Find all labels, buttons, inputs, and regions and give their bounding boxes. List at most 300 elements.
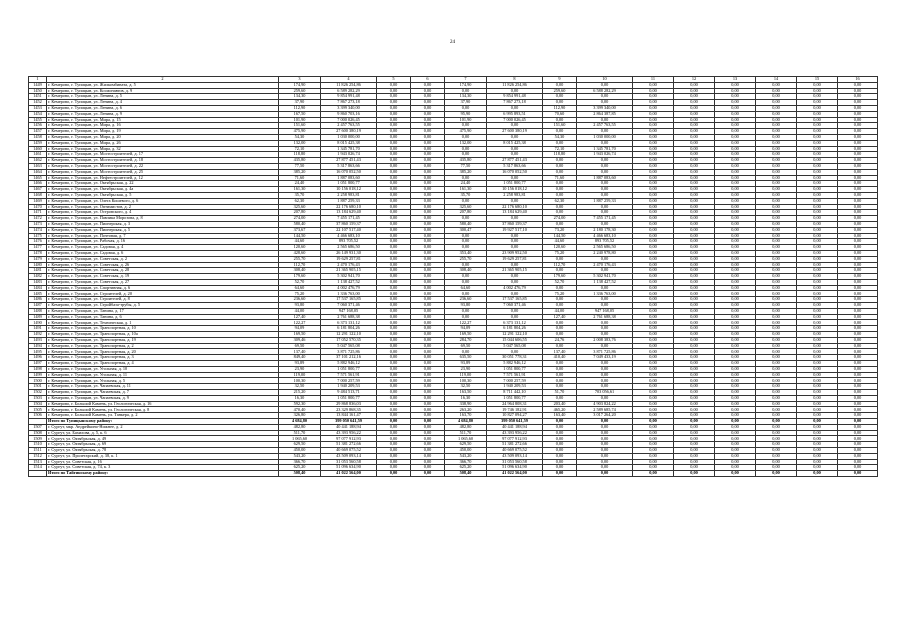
value-cell: 0,00 xyxy=(674,152,715,158)
address-cell: г. Кемерово, г. Тупицын, ул. Олега Кошевого, д. 6 xyxy=(47,198,279,204)
value-cell: 0,00 xyxy=(715,129,756,135)
value-cell: 0,00 xyxy=(633,94,674,100)
value-cell: 0,00 xyxy=(756,297,797,303)
value-cell: 0,00 xyxy=(543,163,577,169)
value-cell: 0,00 xyxy=(756,250,797,256)
value-cell: 0,00 xyxy=(411,297,445,303)
value-cell: 0,00 xyxy=(838,384,878,390)
value-cell: 0,00 xyxy=(838,163,878,169)
value-cell: 0,00 xyxy=(411,129,445,135)
value-cell: 450,00 xyxy=(279,448,321,454)
value-cell: 0,00 xyxy=(756,146,797,152)
value-cell: 0,00 xyxy=(674,413,715,419)
value-cell: 0,00 xyxy=(715,442,756,448)
value-cell: 0,00 xyxy=(797,320,838,326)
value-cell: 326,80 xyxy=(279,413,321,419)
value-cell: 43 509 093,14 xyxy=(321,453,377,459)
address-cell: г. Кемерово, г. Тупицын, ул. Строителей, д. 8 xyxy=(47,297,279,303)
value-cell: 0,00 xyxy=(715,395,756,401)
value-cell: 2 457 763,55 xyxy=(321,123,377,129)
value-cell: 0,00 xyxy=(674,343,715,349)
column-header: 1 xyxy=(29,77,47,83)
value-cell: 385,20 xyxy=(445,169,487,175)
address-cell: г. Сургут, мкр. Андрейкино-Нижнее, д. 2 xyxy=(47,424,279,430)
address-cell: г. Кемерово, г. Тупицын, ул. Советская, д. 26 xyxy=(47,262,279,268)
value-cell: 22 176 680,10 xyxy=(321,204,377,210)
value-cell: 325,60 xyxy=(445,204,487,210)
value-cell: 0,00 xyxy=(715,227,756,233)
value-cell: 0,00 xyxy=(715,100,756,106)
value-cell: 0,00 xyxy=(715,332,756,338)
value-cell: 40 441 188,94 xyxy=(321,424,377,430)
value-cell: 0,00 xyxy=(411,384,445,390)
value-cell: 0,00 xyxy=(797,163,838,169)
value-cell: 0,00 xyxy=(633,192,674,198)
value-cell: 94,09 xyxy=(445,326,487,332)
value-cell: 119,00 xyxy=(445,372,487,378)
value-cell: 7 000 026,45 xyxy=(487,117,543,123)
value-cell: 0,00 xyxy=(633,320,674,326)
value-cell: 0,00 xyxy=(838,355,878,361)
value-cell: 0,00 xyxy=(377,117,411,123)
value-cell: 1 051 800,77 xyxy=(487,366,543,372)
column-header: 4 xyxy=(321,77,377,83)
value-cell: 385,20 xyxy=(279,169,321,175)
row-number-cell: 1506 xyxy=(29,413,47,419)
value-cell: 543,20 xyxy=(279,453,321,459)
column-header: 5 xyxy=(377,77,411,83)
row-number-cell: 1453 xyxy=(29,105,47,111)
value-cell: 0,00 xyxy=(633,250,674,256)
value-cell: 0,00 xyxy=(577,256,633,262)
value-cell: 353,40 xyxy=(445,250,487,256)
value-cell: 0,00 xyxy=(674,395,715,401)
value-cell: 0,00 xyxy=(487,88,543,94)
value-cell: 0,00 xyxy=(377,471,411,477)
value-cell: 1 943 026,74 xyxy=(577,152,633,158)
value-cell: 0,00 xyxy=(543,332,577,338)
value-cell: 0,00 xyxy=(633,134,674,140)
value-cell: 0,00 xyxy=(543,192,577,198)
value-cell: 0,00 xyxy=(756,192,797,198)
value-cell: 15 044 606,55 xyxy=(487,337,543,343)
value-cell: 21 365 905,15 xyxy=(487,268,543,274)
value-cell: 51 381 272,66 xyxy=(321,442,377,448)
address-cell: г. Кемерово, г. Большой Камень, ул. Геологическая, д. 16 xyxy=(47,401,279,407)
value-cell: 0,00 xyxy=(715,424,756,430)
value-cell: 112,70 xyxy=(543,262,577,268)
row-number-cell: 1500 xyxy=(29,378,47,384)
value-cell: 0,00 xyxy=(633,82,674,88)
value-cell: 0,00 xyxy=(543,378,577,384)
value-cell: 0,00 xyxy=(377,442,411,448)
address-cell: г. Кемерово, г. Тупицын, ул. Оптимистов, д. 2 xyxy=(47,204,279,210)
value-cell: 511,70 xyxy=(445,430,487,436)
value-cell: 0,00 xyxy=(797,279,838,285)
value-cell: 0,00 xyxy=(674,233,715,239)
value-cell: 0,00 xyxy=(445,146,487,152)
value-cell: 0,00 xyxy=(633,216,674,222)
value-cell: 17 052 570,35 xyxy=(321,337,377,343)
value-cell: 0,00 xyxy=(411,372,445,378)
value-cell: 0,00 xyxy=(577,459,633,465)
value-cell: 1 345 781,70 xyxy=(577,146,633,152)
value-cell: 0,00 xyxy=(797,424,838,430)
value-cell: 0,00 xyxy=(715,384,756,390)
value-cell: 24,40 xyxy=(445,181,487,187)
value-cell: 0,00 xyxy=(445,314,487,320)
value-cell: 475,90 xyxy=(445,129,487,135)
value-cell: 23,90 xyxy=(445,366,487,372)
address-cell: г. Сургут, ул. Советская, д. 74, к. 3 xyxy=(47,465,279,471)
value-cell: 0,00 xyxy=(674,401,715,407)
value-cell: 893 705,52 xyxy=(577,239,633,245)
address-cell: г. Кемерово, г. Тупицын, ул. Танина, д. 6 xyxy=(47,314,279,320)
value-cell: 0,00 xyxy=(838,268,878,274)
value-cell: 0,00 xyxy=(838,465,878,471)
value-cell: 64,60 xyxy=(279,285,321,291)
value-cell: 0,00 xyxy=(377,158,411,164)
value-cell: 0,00 xyxy=(674,332,715,338)
value-cell: 0,00 xyxy=(674,239,715,245)
row-number-cell: 1477 xyxy=(29,245,47,251)
value-cell: 0,00 xyxy=(674,175,715,181)
row-number-cell: 1485 xyxy=(29,291,47,297)
value-cell: 0,00 xyxy=(674,349,715,355)
row-number-cell: 1483 xyxy=(29,279,47,285)
value-cell: 0,00 xyxy=(377,314,411,320)
value-cell: 0,00 xyxy=(411,366,445,372)
value-cell: 0,00 xyxy=(411,117,445,123)
value-cell: 26 149 931,30 xyxy=(321,250,377,256)
value-cell: 300,47 xyxy=(445,227,487,233)
value-cell: 0,00 xyxy=(543,459,577,465)
value-cell: 255,70 xyxy=(279,256,321,262)
value-cell: 0,00 xyxy=(797,239,838,245)
value-cell: 71,60 xyxy=(279,175,321,181)
value-cell: 7 455 171,45 xyxy=(321,216,377,222)
value-cell: 19 629 257,81 xyxy=(487,256,543,262)
value-cell: 10 827 094,27 xyxy=(487,413,543,419)
value-cell: 0,00 xyxy=(797,216,838,222)
value-cell: 0,00 xyxy=(797,117,838,123)
value-cell: 0,00 xyxy=(715,94,756,100)
value-cell: 0,00 xyxy=(797,152,838,158)
value-cell: 174,90 xyxy=(279,82,321,88)
value-cell: 77,50 xyxy=(279,163,321,169)
value-cell: 0,00 xyxy=(633,448,674,454)
value-cell: 0,00 xyxy=(633,163,674,169)
column-header: 14 xyxy=(756,77,797,83)
row-number-cell: 1463 xyxy=(29,163,47,169)
value-cell: 0,00 xyxy=(838,366,878,372)
value-cell: 366,70 xyxy=(445,459,487,465)
value-cell: 9 860 703,16 xyxy=(321,111,377,117)
address-cell: г. Кемерово, г. Тупицын, ул. Транспортная, д. 4 xyxy=(47,361,279,367)
row-number-cell: 1464 xyxy=(29,169,47,175)
value-cell: 75,20 xyxy=(543,291,577,297)
value-cell: 7 060 371,46 xyxy=(487,303,543,309)
value-cell: 0,00 xyxy=(756,430,797,436)
value-cell: 0,00 xyxy=(797,308,838,314)
value-cell: 0,00 xyxy=(674,268,715,274)
value-cell: 308,40 xyxy=(445,268,487,274)
value-cell: 0,00 xyxy=(756,285,797,291)
value-cell: 0,00 xyxy=(633,88,674,94)
value-cell: 0,00 xyxy=(838,198,878,204)
value-cell: 0,00 xyxy=(411,169,445,175)
value-cell: 32,50 xyxy=(445,384,487,390)
value-cell: 0,00 xyxy=(543,442,577,448)
value-cell: 41 022 564,00 xyxy=(321,471,377,477)
value-cell: 0,00 xyxy=(715,187,756,193)
value-cell: 0,00 xyxy=(633,471,674,477)
value-cell: 0,00 xyxy=(633,453,674,459)
row-number-cell: 1504 xyxy=(29,401,47,407)
value-cell: 366,70 xyxy=(279,459,321,465)
value-cell: 0,00 xyxy=(797,158,838,164)
value-cell: 0,00 xyxy=(543,471,577,477)
value-cell: 0,00 xyxy=(838,326,878,332)
value-cell: 0,00 xyxy=(674,245,715,251)
value-cell: 0,00 xyxy=(487,233,543,239)
address-cell: г. Кемерово, г. Тупицын, ул. Транспортная, д. 20 xyxy=(47,349,279,355)
value-cell: 0,00 xyxy=(756,175,797,181)
value-cell: 0,00 xyxy=(715,291,756,297)
value-cell: 0,00 xyxy=(633,308,674,314)
value-cell: 0,00 xyxy=(411,459,445,465)
value-cell: 0,00 xyxy=(715,453,756,459)
value-cell: 0,00 xyxy=(756,134,797,140)
value-cell: 44,00 xyxy=(279,308,321,314)
value-cell: 64,60 xyxy=(445,285,487,291)
address-cell: г. Кемерово, г. Тупицын, ул. Спортивная, д. 6 xyxy=(47,285,279,291)
value-cell: 0,00 xyxy=(377,88,411,94)
value-cell: 100,30 xyxy=(445,378,487,384)
value-cell: 0,00 xyxy=(756,442,797,448)
value-cell: 0,00 xyxy=(715,175,756,181)
value-cell: 947 168,05 xyxy=(321,308,377,314)
value-cell: 0,00 xyxy=(633,245,674,251)
value-cell: 40 441 188,94 xyxy=(487,424,543,430)
value-cell: 95,90 xyxy=(445,111,487,117)
value-cell: 0,00 xyxy=(756,471,797,477)
value-cell: 592,30 xyxy=(279,401,321,407)
value-cell: 0,00 xyxy=(797,129,838,135)
value-cell: 0,00 xyxy=(674,134,715,140)
address-cell: г. Кемерово, г. Тупицын, ул. Жилкомбината, д. 5 xyxy=(47,82,279,88)
value-cell: 0,00 xyxy=(633,274,674,280)
value-cell: 0,00 xyxy=(715,366,756,372)
value-cell: 0,00 xyxy=(411,245,445,251)
value-cell: 0,00 xyxy=(377,181,411,187)
value-cell: 0,00 xyxy=(715,314,756,320)
value-cell: 19 746 182,91 xyxy=(487,407,543,413)
value-cell: 0,00 xyxy=(543,419,577,425)
value-cell: 255,70 xyxy=(445,256,487,262)
value-cell: 0,00 xyxy=(756,82,797,88)
value-cell: 0,00 xyxy=(411,82,445,88)
value-cell: 0,00 xyxy=(674,181,715,187)
value-cell: 0,00 xyxy=(377,111,411,117)
value-cell: 0,00 xyxy=(633,111,674,117)
value-cell: 0,00 xyxy=(411,308,445,314)
value-cell: 0,00 xyxy=(577,424,633,430)
value-cell: 0,00 xyxy=(633,332,674,338)
value-cell: 309,46 xyxy=(279,337,321,343)
value-cell: 0,00 xyxy=(377,465,411,471)
value-cell: 0,00 xyxy=(411,424,445,430)
value-cell: 0,00 xyxy=(838,123,878,129)
value-cell: 0,00 xyxy=(377,297,411,303)
value-cell: 0,00 xyxy=(543,384,577,390)
value-cell: 2 470 176,43 xyxy=(321,262,377,268)
value-cell: 0,00 xyxy=(411,471,445,477)
value-cell: 0,00 xyxy=(756,105,797,111)
value-cell: 0,00 xyxy=(715,245,756,251)
value-cell: 0,00 xyxy=(838,343,878,349)
address-cell: г. Кемерово, г. Тупицын, ул. Ленина, д. 9 xyxy=(47,111,279,117)
value-cell: 112,90 xyxy=(543,105,577,111)
value-cell: 0,00 xyxy=(674,390,715,396)
value-cell: 2 589 685,74 xyxy=(577,407,633,413)
value-cell: 0,00 xyxy=(577,187,633,193)
value-cell: 0,00 xyxy=(797,198,838,204)
value-cell: 2 565 686,50 xyxy=(577,245,633,251)
value-cell: 0,00 xyxy=(377,372,411,378)
value-cell: 0,00 xyxy=(377,204,411,210)
value-cell: 0,00 xyxy=(838,430,878,436)
value-cell: 0,00 xyxy=(838,436,878,442)
value-cell: 0,00 xyxy=(715,401,756,407)
address-cell: г. Кемерово, г. Тупицын, ул. Мира, д. 19 xyxy=(47,129,279,135)
value-cell: 849,40 xyxy=(279,355,321,361)
value-cell: 0,00 xyxy=(411,320,445,326)
address-cell: г. Кемерово, г. Большой Камень, ул. Танкера, д. 2 xyxy=(47,413,279,419)
value-cell: 0,00 xyxy=(797,390,838,396)
value-cell: 0,00 xyxy=(797,204,838,210)
table-body xyxy=(29,82,878,476)
value-cell: 0,00 xyxy=(838,94,878,100)
value-cell: 0,00 xyxy=(411,152,445,158)
value-cell: 0,00 xyxy=(797,268,838,274)
value-cell: 21 365 905,15 xyxy=(321,268,377,274)
value-cell: 0,00 xyxy=(411,291,445,297)
value-cell: 0,00 xyxy=(543,187,577,193)
value-cell: 338,90 xyxy=(445,401,487,407)
column-header: 7 xyxy=(445,77,487,83)
address-cell: г. Сургут, ул. Бахилова, д. 5, к. 6 xyxy=(47,430,279,436)
value-cell: 118,80 xyxy=(543,152,577,158)
row-number-cell: 1481 xyxy=(29,268,47,274)
value-cell: 31 053 560,58 xyxy=(321,459,377,465)
value-cell: 0,00 xyxy=(756,372,797,378)
value-cell: 40 669 075,52 xyxy=(321,448,377,454)
value-cell: 0,00 xyxy=(411,123,445,129)
value-cell: 0,00 xyxy=(838,442,878,448)
value-cell: 0,00 xyxy=(543,297,577,303)
row-number-cell: 1457 xyxy=(29,129,47,135)
value-cell: 236,60 xyxy=(445,297,487,303)
value-cell: 0,00 xyxy=(543,372,577,378)
value-cell: 0,00 xyxy=(838,308,878,314)
value-cell: 0,00 xyxy=(543,181,577,187)
value-cell: 2 761 688,38 xyxy=(577,314,633,320)
value-cell: 9 854 991,48 xyxy=(487,94,543,100)
value-cell: 0,00 xyxy=(756,355,797,361)
address-cell: г. Кемерово, г. Тупицын, ул. Островского, д. 4 xyxy=(47,210,279,216)
row-number-cell: 1449 xyxy=(29,82,47,88)
value-cell: 0,00 xyxy=(838,204,878,210)
value-cell: 0,00 xyxy=(633,268,674,274)
value-cell: 0,00 xyxy=(411,105,445,111)
value-cell: 169,50 xyxy=(279,332,321,338)
value-cell: 23,90 xyxy=(279,366,321,372)
value-cell: 0,00 xyxy=(715,158,756,164)
value-cell: 35,70 xyxy=(445,192,487,198)
value-cell: 580,40 xyxy=(445,221,487,227)
value-cell: 0,00 xyxy=(674,337,715,343)
value-cell: 161,30 xyxy=(279,187,321,193)
value-cell: 0,00 xyxy=(756,94,797,100)
value-cell: 0,00 xyxy=(411,419,445,425)
value-cell: 1 138 427,52 xyxy=(321,279,377,285)
value-cell: 0,00 xyxy=(411,442,445,448)
row-number-cell: 1482 xyxy=(29,274,47,280)
value-cell: 0,00 xyxy=(715,239,756,245)
value-cell: 4 684,80 xyxy=(279,419,321,425)
value-cell: 0,00 xyxy=(543,303,577,309)
value-cell: 0,00 xyxy=(715,152,756,158)
value-cell: 0,00 xyxy=(633,187,674,193)
value-cell: 0,00 xyxy=(797,274,838,280)
value-cell: 0,00 xyxy=(756,465,797,471)
value-cell: 0,00 xyxy=(756,100,797,106)
value-cell: 0,00 xyxy=(633,337,674,343)
register-table xyxy=(28,76,878,477)
value-cell: 0,00 xyxy=(377,210,411,216)
value-cell: 0,00 xyxy=(543,129,577,135)
value-cell: 0,00 xyxy=(377,146,411,152)
value-cell: 0,00 xyxy=(797,459,838,465)
value-cell: 947 168,05 xyxy=(577,308,633,314)
address-cell: г. Кемерово, г. Тупицын, ул. Транспортная, д. 19 xyxy=(47,337,279,343)
value-cell: 16,30 xyxy=(279,395,321,401)
row-number-cell: 1489 xyxy=(29,314,47,320)
value-cell: 0,00 xyxy=(838,297,878,303)
value-cell: 23 909 952,50 xyxy=(487,250,543,256)
value-cell: 0,00 xyxy=(797,442,838,448)
value-cell: 0,00 xyxy=(377,337,411,343)
address-cell: г. Кемерово, г. Тупицын, ул. Пионерская, д. 5 xyxy=(47,227,279,233)
value-cell: 0,00 xyxy=(445,291,487,297)
value-cell: 0,00 xyxy=(838,395,878,401)
value-cell: 0,00 xyxy=(543,210,577,216)
value-cell: 0,00 xyxy=(377,227,411,233)
value-cell: 0,00 xyxy=(715,204,756,210)
value-cell: 0,00 xyxy=(577,181,633,187)
value-cell: 24,76 xyxy=(543,337,577,343)
value-cell: 0,00 xyxy=(577,471,633,477)
value-cell: 0,00 xyxy=(715,285,756,291)
value-cell: 0,00 xyxy=(633,198,674,204)
row-number-cell: 1501 xyxy=(29,384,47,390)
row-number-cell: 1468 xyxy=(29,192,47,198)
value-cell: 0,00 xyxy=(756,88,797,94)
value-cell: 0,00 xyxy=(838,332,878,338)
value-cell: 0,00 xyxy=(674,210,715,216)
value-cell: 0,00 xyxy=(715,210,756,216)
